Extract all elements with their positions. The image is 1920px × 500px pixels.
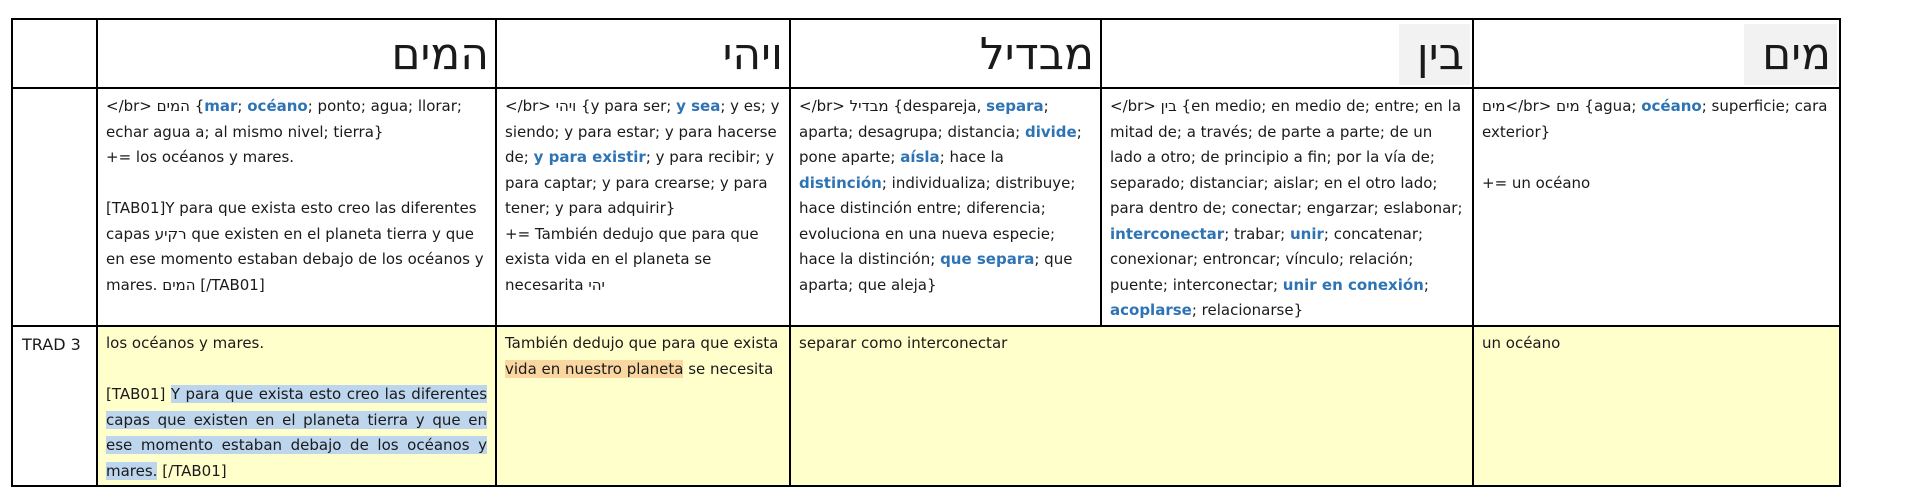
paragraph xyxy=(799,331,1464,357)
text-run: acoplarse xyxy=(1110,301,1192,319)
text-run: Y para que exista esto creo las diferentes capas que existen en el planeta tierra y que en ese momento estaban debajo de los océanos y mares. xyxy=(106,385,488,480)
column-header-bein: בין xyxy=(1399,24,1470,85)
text-run: </br> מבדיל {despareja, xyxy=(799,97,987,115)
text-run: ; superficie; cara exterior} xyxy=(1482,97,1828,141)
text-run: distinción xyxy=(799,173,882,192)
text-run: ; trabar; xyxy=(1224,224,1290,243)
text-run: ; relacionarse} xyxy=(1191,301,1304,319)
header-cell-bein xyxy=(1102,20,1474,89)
text-run: ; aparta; desagrupa; distancia; xyxy=(799,97,1049,141)
paragraph xyxy=(1482,331,1831,357)
trad3-cell-mavdil-bein xyxy=(791,327,1474,485)
text-run: ; hace la xyxy=(939,148,1004,166)
row-label-trad3: TRAD 3 xyxy=(13,327,98,485)
text-run: separa xyxy=(986,97,1044,115)
column-header-hamayim: המים xyxy=(391,29,489,80)
text-run: += los océanos y mares. xyxy=(106,148,295,166)
text-run: ; que aparta; que aleja} xyxy=(799,250,1073,294)
definition-cell-mayim xyxy=(1474,89,1839,327)
definition-cell-bein xyxy=(1102,89,1474,327)
column-header-rowlabel xyxy=(84,20,94,87)
text-run: se necesita xyxy=(683,359,774,378)
paragraph xyxy=(106,196,487,298)
translation-table xyxy=(11,18,1841,487)
definition-cell-vayehi xyxy=(497,89,791,327)
text-run: mar xyxy=(204,97,238,115)
definition-cell-empty xyxy=(13,89,98,327)
trad3-cell-mayim xyxy=(1474,327,1839,485)
definition-cell-hamayim xyxy=(98,89,497,327)
paragraph xyxy=(799,94,1092,298)
paragraph xyxy=(1482,94,1831,145)
paragraph xyxy=(505,222,781,299)
text-run: ; xyxy=(237,97,248,115)
text-run: un océano xyxy=(1482,334,1561,352)
column-header-mayim: מים xyxy=(1744,24,1837,85)
text-run: </br> בין {en medio; en medio de; entre; en la mitad de; a través; de parte a parte; de un lado a otro; de principio a fin; por la vía de; separado; distanciar; aislar; en el otro lado; para dentro de; conectar; engarzar; eslabonar; xyxy=(1110,97,1463,217)
header-cell-vayehi xyxy=(497,20,791,89)
trad3-cell-hamayim xyxy=(98,327,497,485)
text-run: </br> המים { xyxy=(106,97,205,115)
text-run: y sea xyxy=(676,97,721,115)
text-run: unir xyxy=(1289,224,1324,243)
text-run: los océanos y mares. xyxy=(106,334,265,352)
text-run: ; concatenar; conexionar; entroncar; vínculo; relación; puente; interconectar; xyxy=(1110,224,1424,294)
text-run: </br> ויהי {y para ser; xyxy=(505,97,677,115)
text-run: += un océano xyxy=(1482,173,1591,192)
header-cell-mayim xyxy=(1474,20,1839,89)
text-run: océano xyxy=(247,97,308,115)
text-run: ; y es; y siendo; y para estar; y para hacerse de; xyxy=(505,97,780,166)
paragraph xyxy=(106,331,487,357)
text-run: [TAB01]Y para que exista esto creo las diferentes capas רקיע que existen en el planeta tierra y que en ese momento estaban debajo de los océanos y mares. המים [/TAB01] xyxy=(106,199,484,294)
paragraph xyxy=(106,145,487,171)
trad3-cell-vayehi xyxy=(497,327,791,485)
text-run: y para existir xyxy=(533,148,646,166)
definition-cell-mavdil xyxy=(791,89,1102,327)
text-run: += También dedujo que para que exista vida en el planeta se necesarita יהי xyxy=(505,224,759,294)
text-run: [/TAB01] xyxy=(157,461,227,480)
paragraph xyxy=(106,171,487,197)
text-run: interconectar xyxy=(1110,224,1225,243)
paragraph xyxy=(505,331,781,382)
text-run: que separa xyxy=(940,250,1035,268)
text-run: aísla xyxy=(900,148,940,166)
text-run: מים</br> מים {agua; xyxy=(1482,97,1642,115)
column-header-vayehi: ויהי xyxy=(722,29,783,80)
paragraph xyxy=(106,357,487,383)
text-run: ; xyxy=(1423,275,1429,294)
paragraph xyxy=(106,94,487,145)
text-run: separar como interconectar xyxy=(799,334,1008,352)
text-run: También dedujo que para que exista xyxy=(505,334,779,352)
paragraph xyxy=(1482,171,1831,197)
header-cell-hamayim xyxy=(98,20,497,89)
text-run: ; ponto; agua; llorar; echar agua a; al mismo nivel; tierra} xyxy=(106,97,462,141)
paragraph xyxy=(106,382,487,484)
text-run: [TAB01] xyxy=(106,385,171,403)
text-run: océano xyxy=(1641,97,1702,115)
header-cell-rowlabel xyxy=(13,20,98,89)
paragraph xyxy=(505,94,781,222)
paragraph xyxy=(1482,145,1831,171)
text-run: ; pone aparte; xyxy=(799,122,1082,166)
header-cell-mavdil xyxy=(791,20,1102,89)
text-run: unir en conexión xyxy=(1282,275,1424,294)
text-run: ; individualiza; distribuye; hace distinción entre; diferencia; evoluciona en una nueva especie; hace la distinción; xyxy=(799,173,1076,268)
text-run: vida en nuestro planeta xyxy=(505,359,684,378)
text-run: divide xyxy=(1024,122,1077,141)
text-run: ; y para recibir; y para captar; y para crearse; y para tener; y para adquirir} xyxy=(505,148,775,217)
paragraph xyxy=(1110,94,1464,324)
column-header-mavdil: מבדיל xyxy=(979,29,1094,80)
